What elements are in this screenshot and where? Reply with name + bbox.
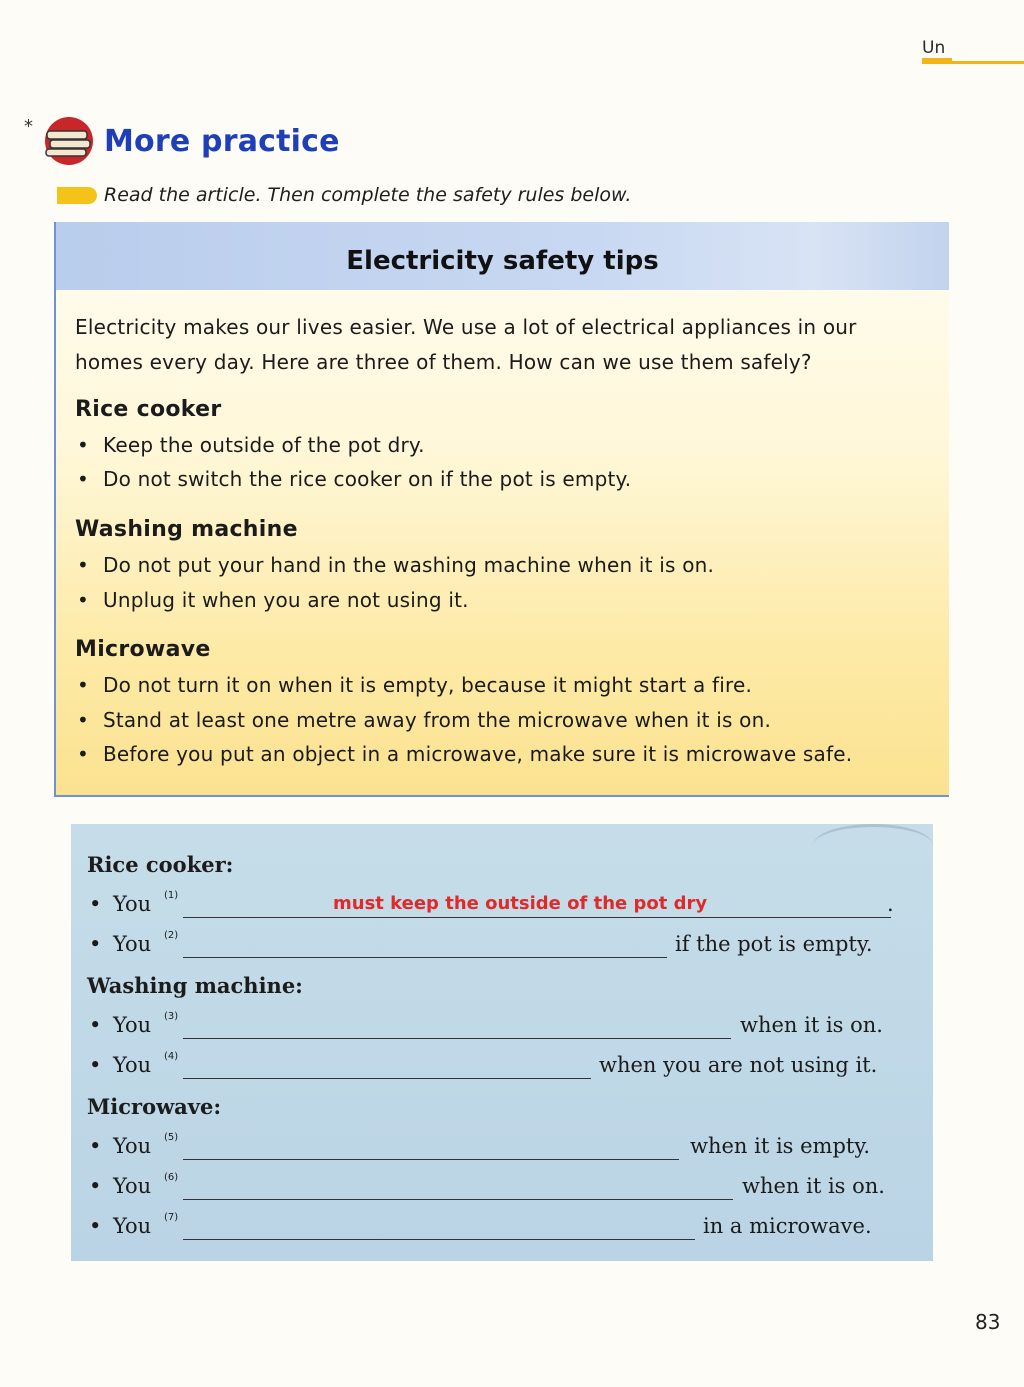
answer-blank-5[interactable] (183, 1159, 679, 1160)
asterisk-mark: * (24, 116, 33, 137)
answer-blank-2[interactable] (183, 957, 667, 958)
exercise-heading-rice-cooker: Rice cooker: (87, 852, 234, 877)
exercise-item-1: • You (1) must keep the outside of the pot dry . (89, 890, 894, 916)
instruction-marker (57, 187, 97, 204)
exercise-item-5: • You (5) when it is empty. (89, 1132, 871, 1158)
exercise-item-3: • You (3) when it is on. (89, 1011, 883, 1037)
answer-text-1: must keep the outside of the pot dry (333, 893, 708, 914)
tip-item: • Do not switch the rice cooker on if the pot is empty. (77, 467, 632, 491)
article-header (56, 222, 949, 290)
intro-line: Electricity makes our lives easier. We use a lot of electrical appliances in our (75, 315, 857, 339)
tip-item: • Do not turn it on when it is empty, because it might start a fire. (77, 673, 753, 697)
answer-blank-7[interactable] (183, 1239, 695, 1240)
decorative-swirl (813, 824, 933, 867)
exercise-item-2: • You (2) if the pot is empty. (89, 930, 873, 956)
article-intro (75, 310, 935, 380)
tip-item: • Keep the outside of the pot dry. (77, 433, 425, 457)
heading-microwave: Microwave (75, 637, 211, 662)
section-title: More practice (104, 124, 340, 159)
heading-rice-cooker: Rice cooker (75, 397, 222, 422)
exercise-box (71, 824, 933, 1261)
answer-blank-1[interactable] (183, 917, 891, 918)
exercise-item-4: • You (4) when you are not using it. (89, 1051, 878, 1077)
tip-item: • Unplug it when you are not using it. (77, 588, 469, 612)
tip-item: • Do not put your hand in the washing machine when it is on. (77, 553, 715, 577)
intro-line: homes every day. Here are three of them. How can we use them safely? (75, 350, 812, 374)
page-number: 83 (975, 1310, 1001, 1334)
heading-washing-machine: Washing machine (75, 517, 298, 542)
answer-blank-3[interactable] (183, 1038, 731, 1039)
unit-tab-marker (922, 58, 952, 64)
exercise-item-7: • You (7) in a microwave. (89, 1212, 872, 1238)
exercise-heading-microwave: Microwave: (87, 1094, 222, 1119)
exercise-item-6: • You (6) when it is on. (89, 1172, 885, 1198)
book-stack-icon (41, 116, 97, 166)
article-box (54, 222, 949, 797)
article-title: Electricity safety tips (346, 246, 659, 276)
instruction-text: Read the article. Then complete the safety rules below. (104, 184, 632, 206)
tip-item: • Stand at least one metre away from the microwave when it is on. (77, 708, 772, 732)
unit-tab: Un (922, 38, 946, 58)
answer-blank-4[interactable] (183, 1078, 591, 1079)
exercise-heading-washing-machine: Washing machine: (87, 973, 303, 998)
tip-item: • Before you put an object in a microwave, make sure it is microwave safe. (77, 742, 853, 766)
answer-blank-6[interactable] (183, 1199, 733, 1200)
